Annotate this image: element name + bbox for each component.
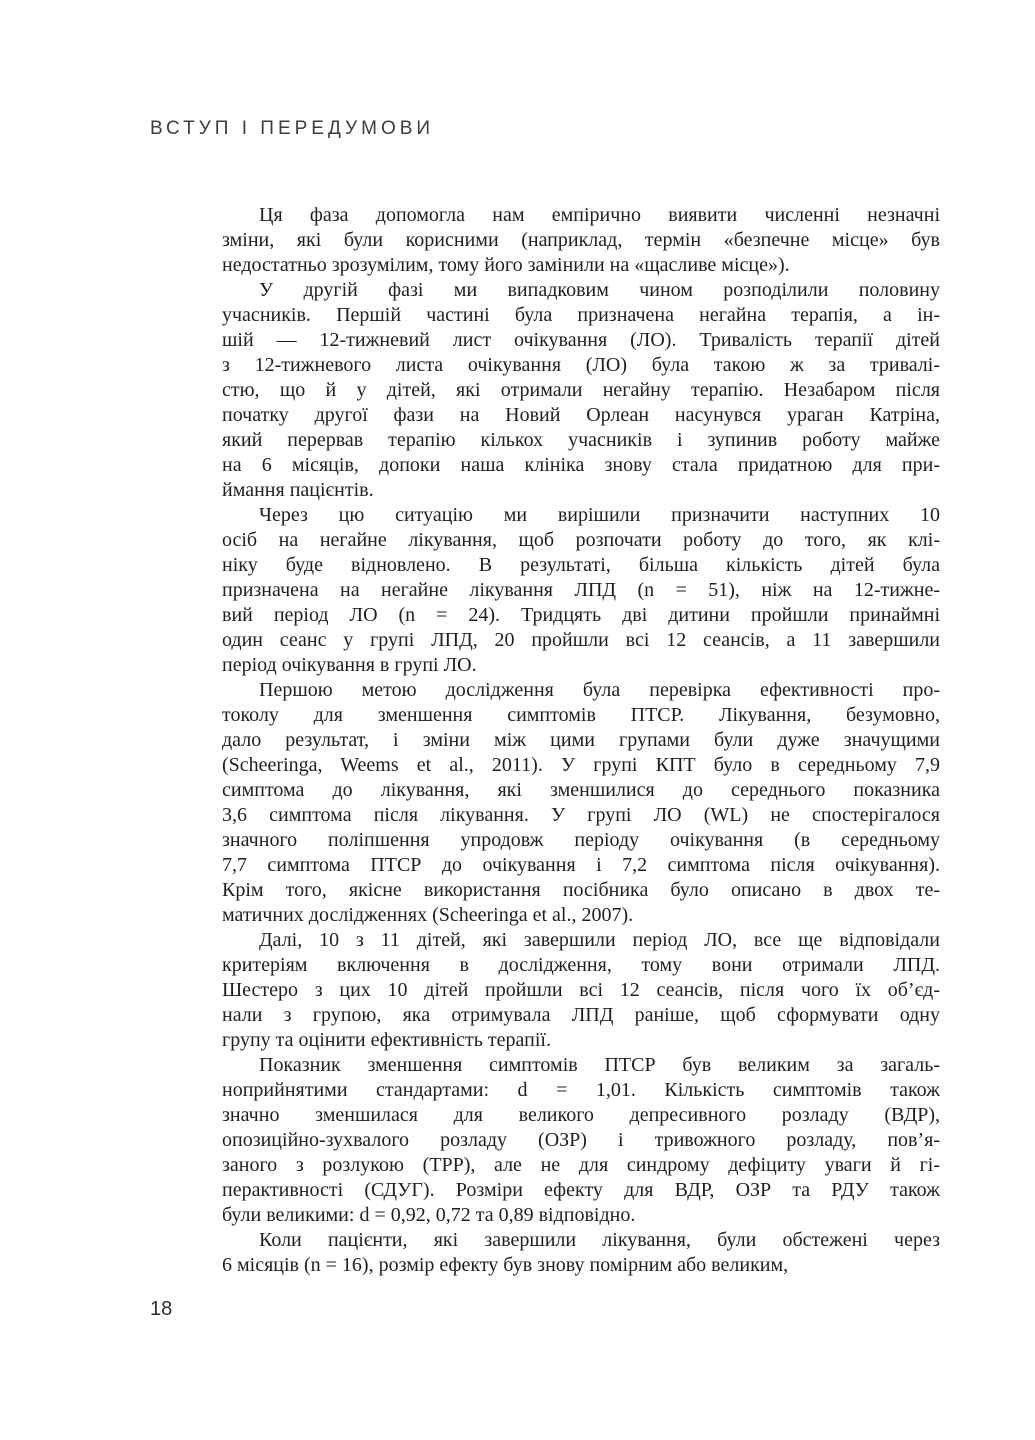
paragraph (222, 278, 940, 503)
text-line: критеріям включення в дослідження, тому вони отримали ЛПД. (222, 954, 940, 976)
text-line: Через цю ситуацію ми вирішили призначити наступних 10 (259, 504, 940, 526)
text-line: призначена на негайне лікування ЛПД (n = 51), ніж на 12-тижне- (222, 579, 940, 601)
running-head: ВСТУП І ПЕРЕДУМОВИ (150, 118, 435, 139)
text-line: учасників. Першій частині була призначена негайна терапія, а ін- (222, 304, 940, 326)
text-line: який перервав терапію кількох учасників і зупинив роботу майже (222, 429, 940, 451)
page-number: 18 (150, 1298, 173, 1320)
text-line: Першою метою дослідження була перевірка ефективності про- (259, 679, 940, 701)
text-line: ноприйнятими стандартами: d = 1,01. Кількість симптомів також (222, 1079, 940, 1101)
paragraph (222, 928, 940, 1053)
paragraph (222, 1053, 940, 1228)
text-line: недостатньо зрозумілим, тому його замінили на «щасливе місце»). (222, 254, 790, 276)
text-line: токолу для зменшення симптомів ПТСР. Лікування, безумовно, (222, 704, 940, 726)
text-line: 3,6 симптома після лікування. У групі ЛО (WL) не спостерігалося (222, 804, 940, 826)
text-line: Показник зменшення симптомів ПТСР був великим за загаль- (259, 1054, 940, 1076)
text-line: Шестеро з цих 10 дітей пройшли всі 12 сеансів, після чого їх об’єд- (222, 979, 940, 1001)
text-line: нали з групою, яка отримувала ЛПД раніше, щоб сформувати одну (222, 1004, 940, 1026)
text-line: ймання пацієнтів. (222, 479, 374, 501)
text-line: Коли пацієнти, які завершили лікування, були обстежені через (259, 1229, 940, 1251)
text-line: вий період ЛО (n = 24). Тридцять дві дитини пройшли принаймні (222, 604, 940, 626)
text-line: осіб на негайне лікування, щоб розпочати роботу до того, як клі- (222, 529, 940, 551)
text-line: початку другої фази на Новий Орлеан насунувся ураган Катріна, (222, 404, 940, 426)
paragraph (222, 503, 940, 678)
body-text-block (222, 203, 940, 1278)
text-line: Крім того, якісне використання посібника було описано в двох те- (222, 879, 940, 901)
text-line: 6 місяців (n = 16), розмір ефекту був знову помірним або великим, (222, 1254, 789, 1276)
text-line: матичних дослідженнях (Scheeringa et al., 2007). (222, 904, 634, 926)
text-line: групу та оцінити ефективність терапії. (222, 1029, 551, 1051)
text-line: заного з розлукою (ТРР), але не для синдрому дефіциту уваги й гі- (222, 1154, 940, 1176)
paragraph (222, 678, 940, 928)
text-line: період очікування в групі ЛО. (222, 654, 477, 676)
text-line: з 12-тижневого листа очікування (ЛО) була такою ж за тривалі- (222, 354, 940, 376)
text-line: один сеанс у групі ЛПД, 20 пройшли всі 12 сеансів, а 11 завершили (222, 629, 940, 651)
paragraph (222, 1228, 940, 1278)
text-line: Ця фаза допомогла нам емпірично виявити численні незначні (259, 204, 940, 226)
text-line: симптома до лікування, які зменшилися до середнього показника (222, 779, 940, 801)
text-line: дало результат, і зміни між цими групами були дуже значущими (222, 729, 940, 751)
text-line: Далі, 10 з 11 дітей, які завершили період ЛО, все ще відповідали (259, 929, 940, 951)
text-line: ніку буде відновлено. В результаті, більша кількість дітей була (222, 554, 940, 576)
text-line: стю, що й у дітей, які отримали негайну терапію. Незабаром після (222, 379, 940, 401)
paragraph (222, 203, 940, 278)
text-line: (Scheeringa, Weems et al., 2011). У групі КПТ було в середньому 7,9 (222, 754, 940, 776)
text-line: на 6 місяців, допоки наша клініка знову стала придатною для при- (222, 454, 940, 476)
text-line: значного поліпшення упродовж періоду очікування (в середньому (222, 829, 940, 851)
text-line: У другій фазі ми випадковим чином розподілили половину (259, 279, 940, 301)
text-line: опозиційно-зухвалого розладу (ОЗР) і тривожного розладу, пов’я- (222, 1129, 940, 1151)
text-line: значно зменшилася для великого депресивного розладу (ВДР), (222, 1104, 940, 1126)
text-line: були великими: d = 0,92, 0,72 та 0,89 відповідно. (222, 1204, 636, 1226)
text-line: перактивності (СДУГ). Розміри ефекту для ВДР, ОЗР та РДУ також (222, 1179, 940, 1201)
text-line: 7,7 симптома ПТСР до очікування і 7,2 симптома після очікування). (222, 854, 940, 876)
text-line: шій — 12-тижневий лист очікування (ЛО). Тривалість терапії дітей (222, 329, 940, 351)
text-line: зміни, які були корисними (наприклад, термін «безпечне місце» був (222, 229, 940, 251)
